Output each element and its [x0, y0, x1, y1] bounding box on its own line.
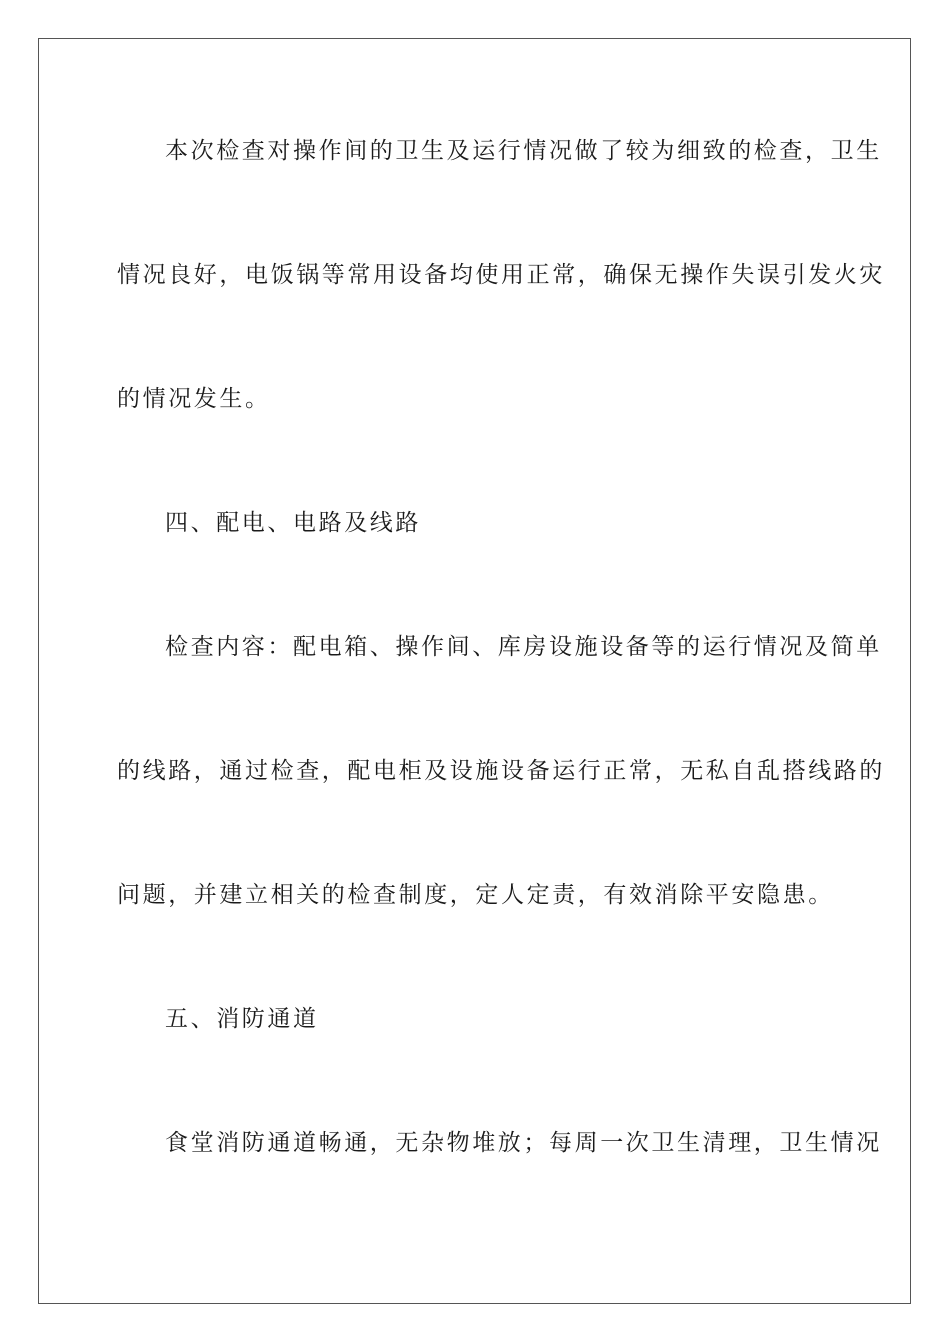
paragraph-line: 的情况发生。	[117, 386, 271, 412]
section-heading: 五、消防通道	[165, 1006, 319, 1032]
section-heading: 四、配电、电路及线路	[165, 510, 421, 536]
page-border	[38, 38, 911, 1304]
paragraph-line: 检查内容：配电箱、操作间、库房设施设备等的运行情况及简单	[165, 634, 882, 660]
paragraph-line: 本次检查对操作间的卫生及运行情况做了较为细致的检查，卫生	[165, 138, 882, 164]
paragraph-line: 情况良好，电饭锅等常用设备均使用正常，确保无操作失误引发火灾	[117, 262, 885, 288]
paragraph-line: 问题，并建立相关的检查制度，定人定责，有效消除平安隐患。	[117, 882, 834, 908]
paragraph-line: 食堂消防通道畅通，无杂物堆放；每周一次卫生清理，卫生情况	[165, 1130, 882, 1156]
paragraph-line: 的线路，通过检查，配电柜及设施设备运行正常，无私自乱搭线路的	[117, 758, 885, 784]
